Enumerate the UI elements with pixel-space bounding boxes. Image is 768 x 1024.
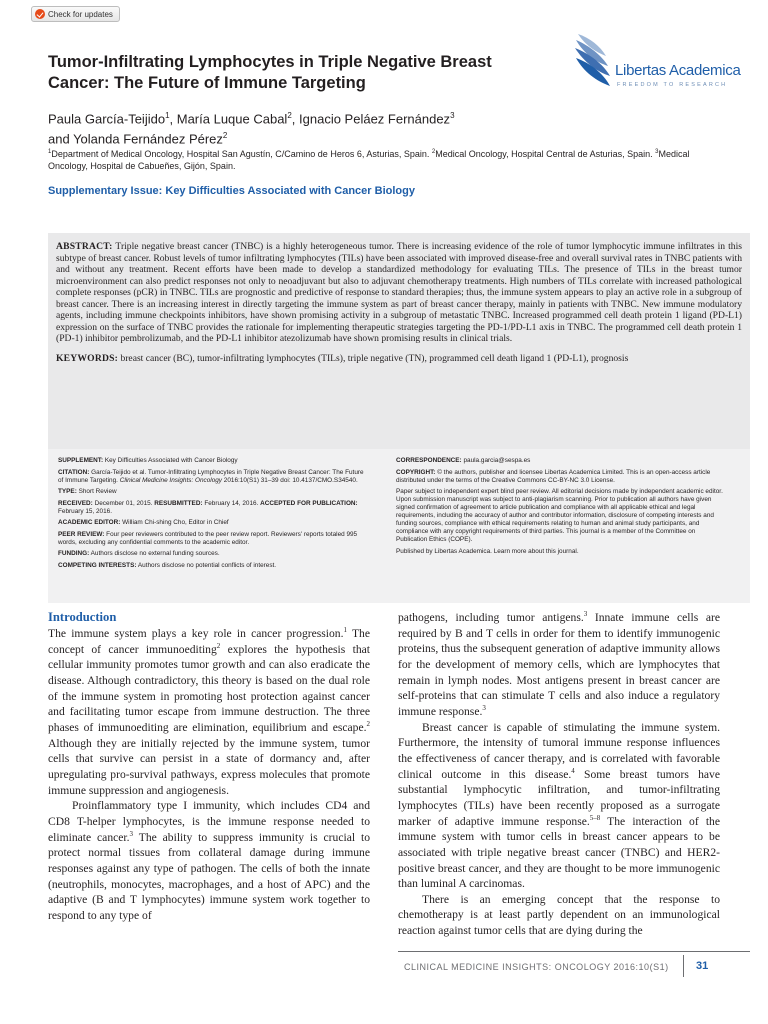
body-text: The concept of cancer immunoediting [48, 627, 370, 656]
copyright-line [396, 469, 726, 485]
article-metadata-box [48, 449, 750, 603]
body-left-column [48, 610, 370, 923]
footer-journal-name: CLINICAL MEDICINE INSIGHTS: ONCOLOGY 2016:10(S1) [404, 962, 669, 972]
peer-review-label: PEER REVIEW: [58, 530, 105, 538]
published-by-line[interactable]: Published by Libertas Academica. Learn more about this journal. [396, 547, 579, 555]
funding-value: Authors disclose no external funding sources. [89, 550, 220, 557]
type-line [58, 488, 368, 496]
type-value: Short Review [76, 488, 117, 495]
page-number: 31 [696, 960, 709, 972]
body-text: explores the hypothesis that cellular immunity promotes tumor growth and can also eradicate the disease. Although contradictory, this theory is based on the dual role of the immune system in promoting host protection against cancer and facilitating tumor escape from immune destruction. The three phases of immunoediting are elimination, equilibrium and escape. [48, 642, 371, 734]
body-text: Proinflammatory type I immunity, which includes CD4 and CD8 T-helper lymphocytes, is the immune response needed to eliminate cancer. [48, 799, 370, 844]
abstract-text: Triple negative breast cancer (TNBC) is a highly heterogeneous tumor. There is increasing evidence of the role of tumor lymphocytic immune infiltrates in this subtype of breast cancer. Robust levels of tumor infiltrating lymphocytes (TILs) have been associated with improved disease-free and overall survival rates in TNBC patients with and without any treatment. Recent efforts have been made to develop a standardized methodology for evaluating TILs. The presence of TILs in the breast tumor microenvironment can also predict responses not only to neoadjuvant but also to adjuvant chemotherapy treatments. High numbers of TILs correlate with increased pathological complete responses (pCR) in TNBC. TILs are prognostic and predictive of response to standard therapies; thus, the immune system appears to play an active role in a subgroup of breast cancer. There is an increasing interest in directly targeting the immune system as part of breast cancer therapy, mainly in patients with TNBC. New immune modulatory agents, including immune checkpoints inhibitors, have shown promising activity in a subgroup of metastatic TNBC. Increased programmed cell death protein 1 ligand (PD-L1) expression on the surface of TNBC provides the rationale for implementing therapeutic strategies targeting the PD-1/PD-L1 axis in TNBC. The programmed cell death protein 1 (PD-1) inhibitor pembrolizumab, and the PD-L1 inhibitor atezolizumab have shown promising results in clinical trials. [56, 241, 742, 344]
received-value: December 01, 2015. [92, 499, 153, 507]
author-name: Ignacio Peláez Fernández [299, 111, 451, 127]
body-text: The ability to suppress immunity is crucial to protect normal tissues from collateral damage during immune responses against any type of pathogen. The cells of both the innate (neutrophils, monocytes, macrophages, and a host of APC) and the adaptive (B and T lymphocytes) immune system work together to respond to any type of [48, 830, 370, 922]
correspondence-label: CORRESPONDENCE: [396, 457, 462, 464]
keywords [56, 353, 742, 365]
reference-link[interactable]: 3 [583, 610, 588, 619]
introduction-heading: Introduction [48, 610, 117, 624]
peer-review-value: Four peer reviewers contributed to the peer review report. Reviewers' reports totaled 995 words, excluding any confidential comments to the academic editor. [58, 530, 358, 546]
publisher-logo[interactable] [570, 32, 741, 97]
author-name: and Yolanda Fernández Pérez [48, 131, 223, 147]
check-for-updates-button[interactable] [31, 6, 120, 22]
footer-separator [683, 955, 684, 977]
body-text: The immune system plays a key role in cancer progression. [48, 627, 344, 640]
author-affiliation-number: 1 [165, 111, 170, 120]
funding-line [58, 550, 368, 558]
received-label: RECEIVED: [58, 499, 93, 507]
author-name: María Luque Cabal [176, 111, 288, 127]
body-text: Although they are initially rejected by the immune system, tumor cells that survive can persist in a state of dormancy and, after upregulating pro-survival pathways, express molecules that promote immune suppression and angiogenesis. [48, 736, 370, 797]
author-list [48, 107, 608, 148]
abstract [56, 241, 742, 345]
resubmitted-value: February 14, 2016. [202, 499, 259, 507]
author-separator: , [291, 111, 300, 127]
affiliation-number: 3 [655, 149, 659, 155]
feather-wing-icon [570, 32, 618, 92]
reference-link[interactable]: 5–8 [589, 813, 601, 822]
article-title: Tumor-Infiltrating Lymphocytes in Triple Negative Breast Cancer: The Future of Immune Targeting [48, 53, 492, 92]
check-for-updates-label: Check for updates [48, 9, 113, 19]
body-paragraph [398, 610, 720, 720]
author-separator: , [169, 111, 177, 127]
citation-doi[interactable]: 2016:10(S1) 31–39 doi: 10.4137/CMO.S34540. [222, 476, 358, 484]
funding-label: FUNDING: [58, 550, 90, 557]
reference-link[interactable]: 3 [129, 829, 134, 838]
body-right-column [398, 610, 720, 939]
body-text: Innate immune cells are required by B and T cells in order for them to identify immunogenic proteins, thus the subsequent generation of adaptive immunity allows for the development of memory cells, which are lymphocytes that remain in lymph nodes. Most antigens present in breast cancer are self-proteins that can stimulate T cells and also induce a regulatory immune response. [398, 611, 720, 718]
affiliations [48, 146, 708, 172]
reference-link[interactable]: 2 [216, 641, 221, 650]
citation-journal: Clinical Medicine Insights: Oncology [119, 476, 223, 484]
correspondence-line [396, 457, 726, 465]
copyright-label: COPYRIGHT: [396, 468, 436, 476]
reference-link[interactable]: 4 [571, 766, 575, 775]
affiliation-text: Department of Medical Oncology, Hospital San Agustín, C/Camino de Heros 6, Asturias, Spain. [51, 149, 432, 159]
publisher-name: Libertas Academica [615, 62, 741, 79]
abstract-box [48, 233, 750, 459]
reference-link[interactable]: 1 [343, 626, 347, 635]
supplementary-issue-heading: Supplementary Issue: Key Difficulties Associated with Cancer Biology [48, 185, 415, 197]
competing-interests-value: Authors disclose no potential conflicts of interest. [136, 561, 277, 569]
body-text: pathogens, including tumor antigens. [398, 611, 584, 624]
editor-value: William Chi-shing Cho, Editor in Chief [120, 519, 229, 526]
citation-line [58, 469, 368, 485]
body-text: Breast cancer is capable of stimulating the immune system. Furthermore, the intensity of tumoral immune response influences the effectiveness of cancer therapy, and is correlated with favorable clinical outcome in this disease. [398, 720, 720, 781]
reference-link[interactable]: 3 [482, 704, 486, 713]
footer-divider [398, 951, 750, 952]
abstract-label: ABSTRACT: [56, 241, 113, 252]
peer-review-line [58, 531, 368, 547]
competing-interests-label: COMPETING INTERESTS: [58, 561, 137, 569]
affiliation-number: 2 [431, 149, 436, 155]
accepted-label: ACCEPTED FOR PUBLICATION: [260, 499, 358, 507]
metadata-left-column [58, 457, 368, 573]
affiliation-text: Medical Oncology, Hospital Central de Asturias, Spain. [435, 149, 656, 159]
author-affiliation-number: 3 [450, 111, 455, 120]
keywords-label: KEYWORDS: [56, 352, 119, 364]
metadata-right-column [396, 457, 726, 559]
author-affiliation-number: 2 [287, 111, 292, 120]
citation-text: García-Teijido et al. Tumor-Infiltrating Lymphocytes in Triple Negative Breast Cancer: The Future of Immune Targeting. [58, 468, 364, 484]
competing-interests-line [58, 562, 368, 570]
supplement-line [58, 457, 368, 465]
body-paragraph [48, 798, 370, 923]
reference-link[interactable]: 2 [366, 720, 370, 729]
author-name: Paula García-Teijido [48, 111, 166, 127]
resubmitted-label: RESUBMITTED: [154, 499, 203, 507]
publisher-tagline: FREEDOM TO RESEARCH [617, 82, 728, 88]
check-updates-icon [35, 9, 45, 19]
keywords-text: breast cancer (BC), tumor-infiltrating lymphocytes (TILs), triple negative (TN), programmed cell death ligand 1 (PD-L1), prognosis [118, 352, 629, 364]
supplement-label: SUPPLEMENT: [58, 457, 104, 464]
copyright-value: © the authors, publisher and licensee Libertas Academica Limited. This is an open-access article distributed under the terms of the Creative Commons CC-BY-NC 3.0 License. [396, 468, 711, 484]
body-paragraph [398, 720, 720, 892]
accepted-value: February 15, 2016. [58, 507, 112, 515]
citation-label: CITATION: [58, 468, 90, 476]
affiliation-number: 1 [48, 149, 52, 155]
supplement-value: Key Difficulties Associated with Cancer Biology [103, 457, 238, 464]
affiliation-text: Medical Oncology, Hospital de Cabueñes, Gijón, Spain. [48, 149, 690, 171]
body-paragraph [48, 626, 370, 798]
editor-label: ACADEMIC EDITOR: [58, 519, 121, 526]
correspondence-email-link[interactable]: paula.garcia@sespa.es [461, 457, 531, 464]
editor-line [58, 519, 368, 527]
body-text: The interaction of the immune system with tumor cells in breast cancer appears to be associated with triple negative breast cancer (TNBC) and HER2-positive breast cancer, and they are thought to be more immunogenic than luminal A carcinomas. [398, 814, 720, 891]
peer-review-note: Paper subject to independent expert blind peer review. All editorial decisions made by independent academic editor. Upon submission manuscript was subject to anti-plagiarism scanning. Prior to publication all authors have given signed confirmation of agreement to article publication and compliance with all applicable ethical and legal requirements, including the accuracy of author and contributor information, disclosure of competing interests and funding sources, compliance with ethical requirements relating to human and animal study participants, and compliance with any copyright requirements of third parties. This journal is a member of the Committee on Publication Ethics (COPE). [396, 488, 723, 543]
body-paragraph: There is an emerging concept that the response to chemotherapy is at least partly dependent on an immunological reaction against tumor cells that are dying during the [398, 892, 720, 938]
body-text: Some breast tumors have substantial lymphocytic infiltration, and tumor-infiltrating lymphocytes (TILs) have been recently proposed as a surrogate marker of adaptive immune response. [398, 767, 720, 828]
type-label: TYPE: [58, 488, 77, 495]
dates-line [58, 500, 368, 516]
author-affiliation-number: 2 [222, 131, 228, 141]
